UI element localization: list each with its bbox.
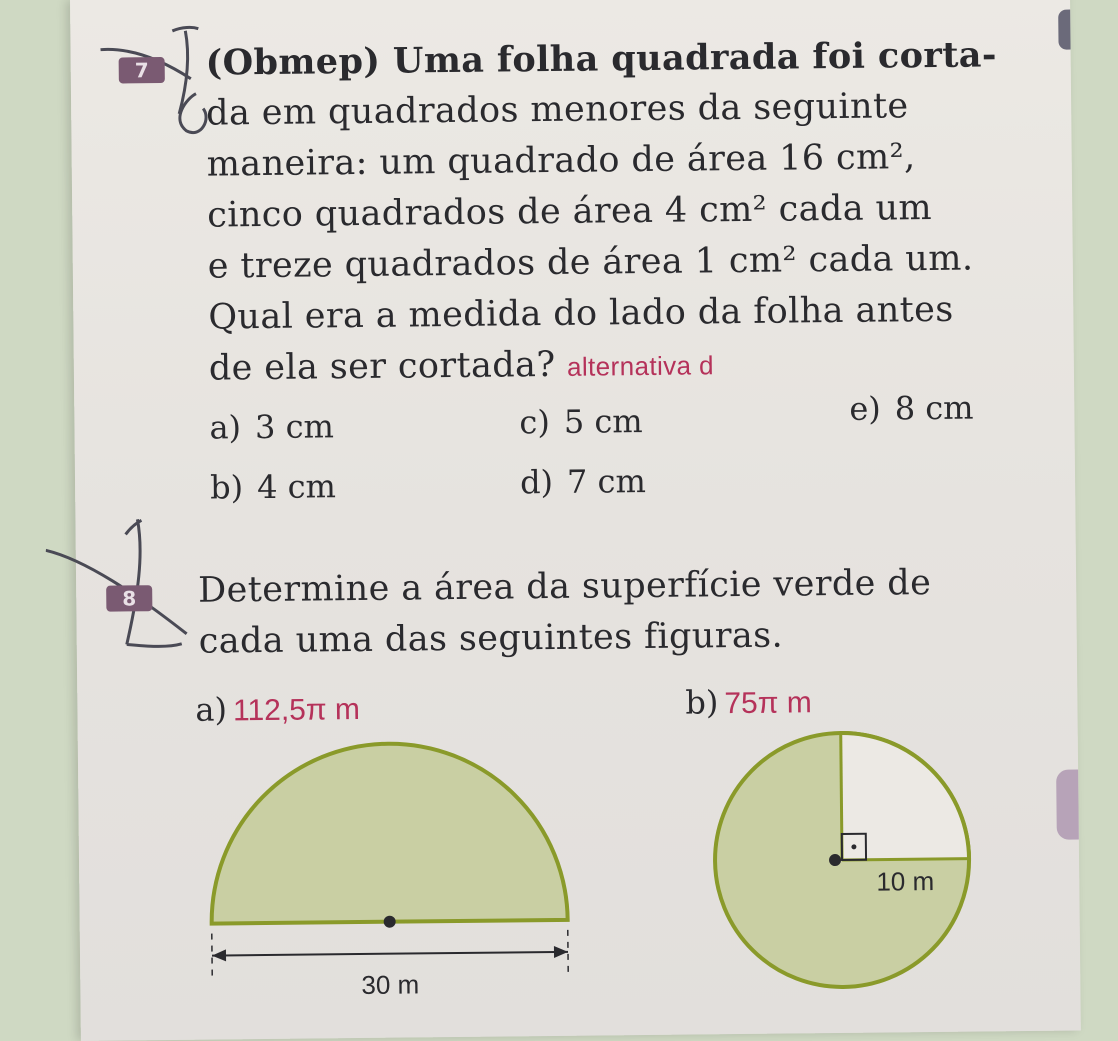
- question-8-line-1: Determine a área da superfície verde de: [197, 563, 932, 611]
- question-7-line-7-text: de ela ser cortada?: [208, 344, 556, 389]
- option-label: c): [519, 402, 551, 442]
- question-7-answer: alternativa d: [566, 350, 715, 382]
- diameter-label: 30 m: [361, 969, 420, 1001]
- option-label: a): [209, 408, 242, 447]
- page-tab-marker: [1058, 10, 1070, 50]
- option-value: 3 cm: [254, 407, 335, 447]
- figure-a-label: [195, 689, 360, 729]
- question-7-line-4: cinco quadrados de área 4 cm² cada um: [207, 187, 933, 236]
- option-label: d): [519, 462, 554, 502]
- option-b[interactable]: [210, 467, 336, 506]
- figure-a-semicircle: [198, 730, 581, 1009]
- option-c[interactable]: [519, 402, 643, 441]
- figure-b-answer: 75π m: [724, 686, 812, 721]
- semicircle-shape: [210, 742, 568, 924]
- option-value: 4 cm: [256, 467, 337, 507]
- question-7-line-1: (Obmep) Uma folha quadrada foi corta-: [205, 34, 997, 84]
- arrow-left-icon: [212, 949, 226, 961]
- option-value: 5 cm: [563, 402, 643, 441]
- option-value: 8 cm: [894, 388, 974, 428]
- figure-b-label: [685, 682, 812, 721]
- radius-label: 10 m: [876, 865, 935, 897]
- question-number-badge: 7: [119, 57, 165, 83]
- question-7-line-2: da em quadrados menores da seguinte: [205, 86, 909, 134]
- question-7-line-7: [209, 343, 714, 388]
- figure-b-circle: [706, 725, 989, 1008]
- option-label: e): [849, 389, 881, 428]
- page-tab-marker: [1056, 769, 1079, 839]
- dimension-line: [212, 952, 568, 956]
- option-label: b): [209, 468, 244, 507]
- question-7-line-6: Qual era a medida do lado da folha antes: [208, 289, 954, 338]
- option-value: 7 cm: [566, 461, 647, 501]
- figure-a-letter: a): [195, 690, 228, 729]
- question-8-line-2: cada uma das seguintes figuras.: [198, 615, 784, 662]
- figure-b-letter: b): [685, 683, 719, 722]
- figure-a-answer: 112,5π m: [232, 693, 361, 728]
- textbook-page: [70, 0, 1081, 1041]
- question-7-line-5: e treze quadrados de área 1 cm² cada um.: [207, 238, 974, 287]
- option-e[interactable]: [849, 389, 974, 428]
- arrow-right-icon: [554, 946, 568, 958]
- question-number-badge: 8: [106, 585, 152, 611]
- handwritten-scribble: [90, 18, 221, 149]
- option-a[interactable]: [209, 407, 334, 446]
- option-d[interactable]: [520, 462, 646, 501]
- question-7-line-3: maneira: um quadrado de área 16 cm²,: [206, 137, 916, 185]
